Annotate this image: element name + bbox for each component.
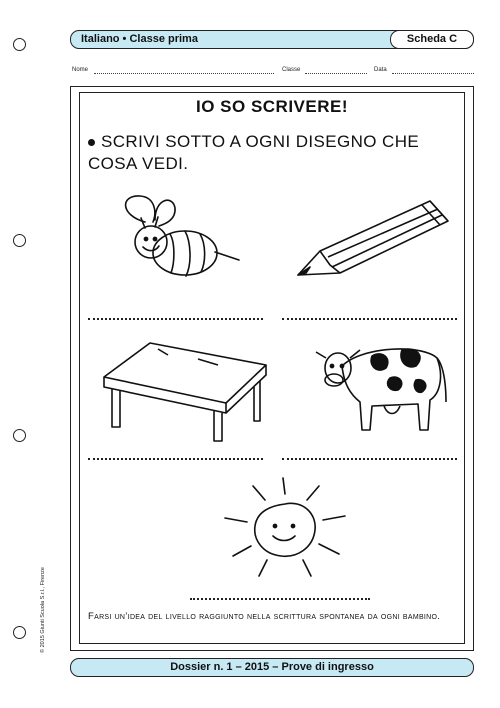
sun-drawing [215,472,355,582]
binder-hole-lower [13,429,26,442]
bullet-icon [88,139,95,146]
binder-hole-top [13,38,26,51]
class-label: Classe [282,67,301,73]
name-field[interactable] [94,73,274,74]
class-field[interactable] [305,73,367,74]
answer-line-bee[interactable] [88,318,263,320]
answer-line-sun[interactable] [190,598,370,600]
binder-hole-upper [13,234,26,247]
binder-hole-bottom [13,626,26,639]
header-title: Italiano • Classe prima [81,33,198,45]
header-bar [70,30,474,49]
worksheet-title: IO SO SCRIVERE! [195,97,349,116]
answer-line-cow[interactable] [282,458,457,460]
table-drawing [98,335,278,445]
answer-line-pencil[interactable] [282,318,457,320]
scheda-tab: Scheda C [390,30,474,49]
answer-line-table[interactable] [88,458,263,460]
name-label: Nome [72,67,89,73]
cow-drawing [312,336,462,436]
bee-drawing [115,190,245,290]
instruction-text: SCRIVI SOTTO A OGNI DISEGNO CHE COSA VEDI. [88,132,420,173]
date-label: Data [374,67,387,73]
instruction [88,131,448,175]
footer-bar: Dossier n. 1 – 2015 – Prove di ingresso [70,658,474,677]
copyright-text: © 2015 Giunti Scuola S.r.l., Firenze [40,567,46,653]
date-field[interactable] [392,73,474,74]
teacher-note: Farsi un’idea del livello raggiunto nella scrittura spontanea da ogni bambino. [88,611,441,622]
pencil-drawing [290,195,460,285]
